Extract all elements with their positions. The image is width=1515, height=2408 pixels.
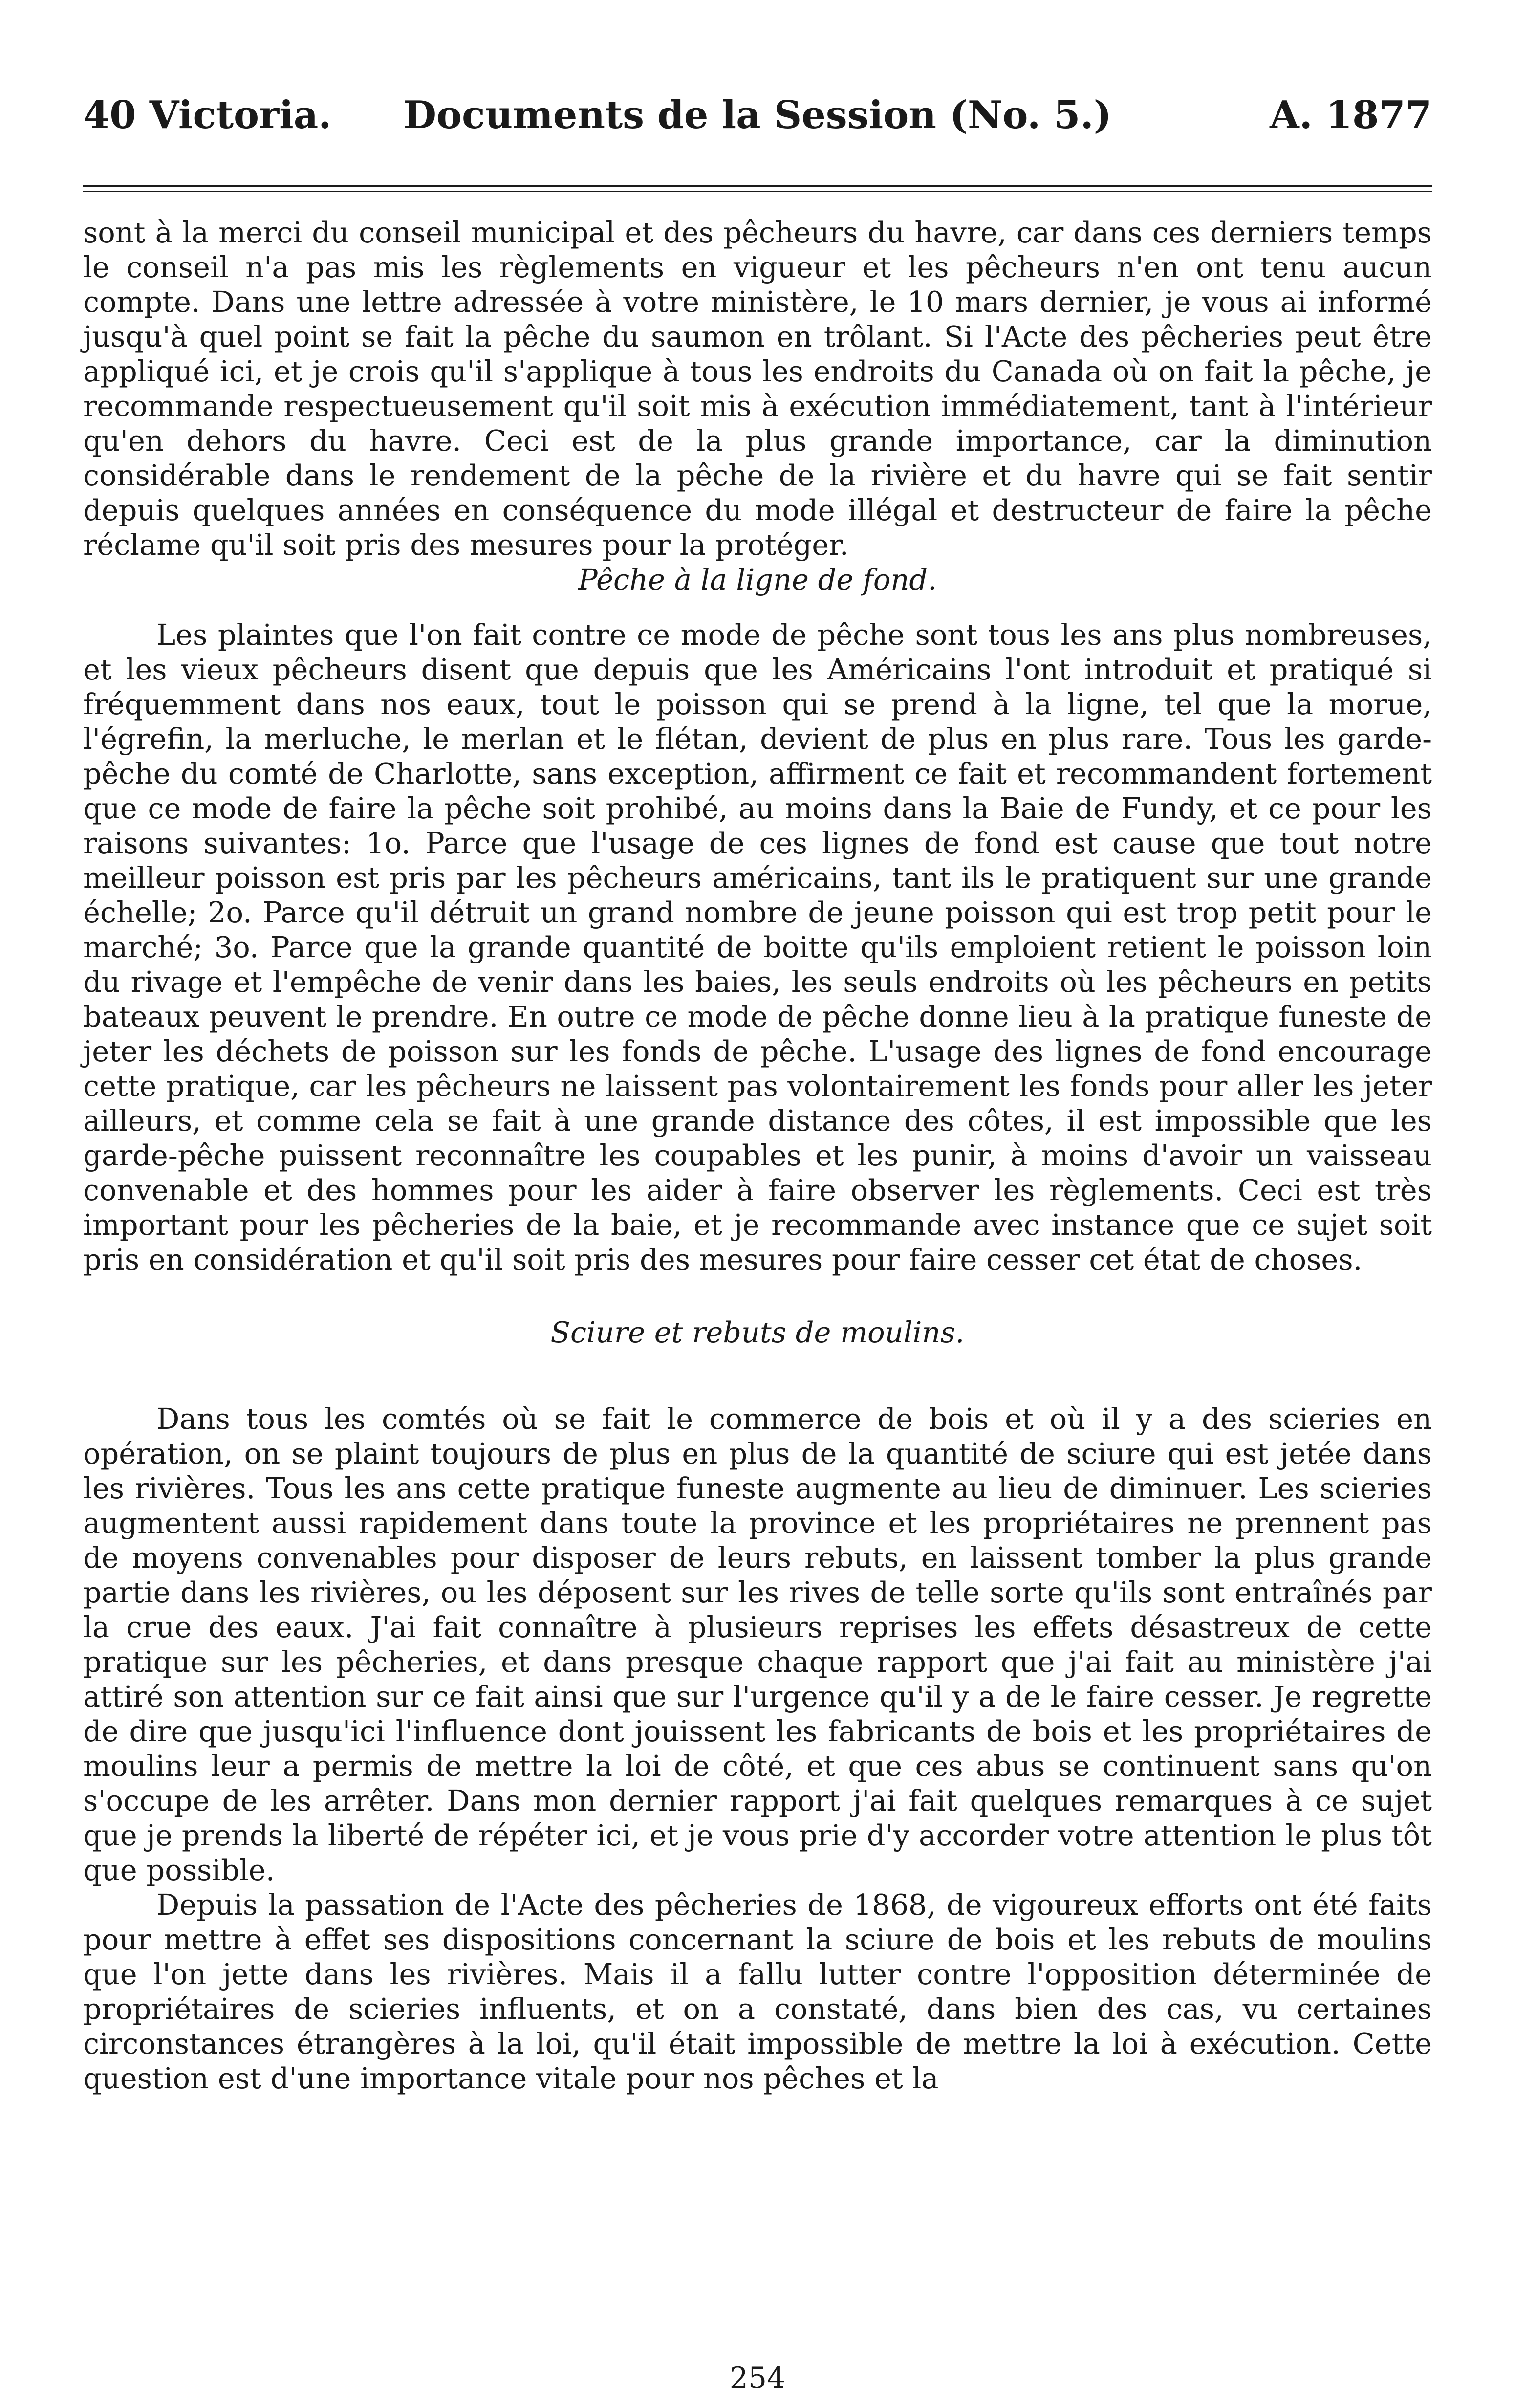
section-title-sciure-rebuts: Sciure et rebuts de moulins. — [550, 1315, 965, 1349]
page-number: 254 — [729, 2361, 786, 2395]
header-volume: 40 Victoria. — [83, 93, 332, 137]
header-rule-top — [83, 185, 1432, 187]
header-rule-bottom — [83, 191, 1432, 192]
header-year: A. 1877 — [1270, 93, 1432, 137]
header-title: Documents de la Session (No. 5.) — [403, 93, 1112, 137]
paragraph-2: Les plaintes que l'on fait contre ce mode de pêche sont tous les ans plus nombreuses, et les vieux pêcheurs disent que depuis que les Américains l'ont introduit et pratiqué si fréquemment dans nos eaux, tout le poisson qui se prend à la ligne, tel que la morue, l'égrefin, la merluche, le merlan et le flétan, devient de plus en plus rare. Tous les garde-pêche du comté de Charlotte, sans exception, affirment ce fait et recommandent fortement que ce mode de faire la pêche soit prohibé, au moins dans la Baie de Fundy, et ce pour les raisons suivantes: 1o. Parce que l'usage de ces lignes de fond est cause que tout notre meilleur poisson est pris par les pêcheurs américains, tant ils le pratiquent sur une grande échelle; 2o. Parce qu'il détruit un grand nombre de jeune poisson qui est trop petit pour le marché; 3o. Parce que la grande quantité de boitte qu'ils emploient retient le poisson loin du rivage et l'empêche de venir dans les baies, les seuls endroits où les pêcheurs en petits bateaux peuvent le prendre. En outre ce mode de pêche donne lieu à la pratique funeste de jeter les déchets de poisson sur les fonds de pêche. L'usage des lignes de fond encourage cette pratique, car les pêcheurs ne laissent pas volontairement les fonds pour aller les jeter ailleurs, et comme cela se fait à une grande distance des côtes, il est impossible que les garde-pêche puissent reconnaître les coupables et les punir, à moins d'avoir un vaisseau convenable et des hommes pour les aider à faire observer les règlements. Ceci est très important pour les pêcheries de la baie, et je recommande avec instance que ce sujet soit pris en considération et qu'il soit pris des mesures pour faire cesser cet état de choses. — [83, 618, 1432, 1276]
section-title-peche-ligne-de-fond: Pêche à la ligne de fond. — [578, 563, 937, 596]
paragraph-1: sont à la merci du conseil municipal et des pêcheurs du havre, car dans ces derniers temps le conseil n'a pas mis les règlements en vigueur et les pêcheurs n'en ont tenu aucun compte. Dans une lettre adressée à votre ministère, le 10 mars dernier, je vous ai informé jusqu'à quel point se fait la pêche du saumon en trôlant. Si l'Acte des pêcheries peut être appliqué ici, et je crois qu'il s'applique à tous les endroits du Canada où on fait la pêche, je recommande respectueusement qu'il soit mis à exécution immédiatement, tant à l'intérieur qu'en dehors du havre. Ceci est de la plus grande importance, car la diminution considérable dans le rendement de la pêche de la rivière et du havre qui se fait sentir depuis quelques années en conséquence du mode illégal et destructeur de faire la pêche réclame qu'il soit pris des mesures pour la protéger. — [83, 216, 1432, 562]
paragraph-3: Dans tous les comtés où se fait le commerce de bois et où il y a des scieries en opération, on se plaint toujours de plus en plus de la quantité de sciure qui est jetée dans les rivières. Tous les ans cette pratique funeste augmente au lieu de diminuer. Les scieries augmentent aussi rapidement dans toute la province et les propriétaires ne prennent pas de moyens convenables pour disposer de leurs rebuts, en laissent tomber la plus grande partie dans les rivières, ou les déposent sur les rives de telle sorte qu'ils sont entraînés par la crue des eaux. J'ai fait connaître à plusieurs reprises les effets désastreux de cette pratique sur les pêcheries, et dans presque chaque rapport que j'ai fait au ministère j'ai attiré son attention sur ce fait ainsi que sur l'urgence qu'il y a de le faire cesser. Je regrette de dire que jusqu'ici l'influence dont jouissent les fabricants de bois et les propriétaires de moulins leur a permis de mettre la loi de côté, et que ces abus se continuent sans qu'on s'occupe de les arrêter. Dans mon dernier rapport j'ai fait quelques remarques à ce sujet que je prends la liberté de répéter ici, et je vous prie d'y accorder votre attention le plus tôt que possible. — [83, 1402, 1432, 1887]
body-text — [83, 215, 1432, 2096]
paragraph-4: Depuis la passation de l'Acte des pêcheries de 1868, de vigoureux efforts ont été faits pour mettre à effet ses dispositions concernant la sciure de bois et les rebuts de moulins que l'on jette dans les rivières. Mais il a fallu lutter contre l'opposition déterminée de propriétaires de scieries influents, et on a constaté, dans bien des cas, vu certaines circonstances étrangères à la loi, qu'il était impossible de mettre la loi à exécution. Cette question est d'une importance vitale pour nos pêches et la — [83, 1888, 1432, 2095]
running-header — [83, 93, 1432, 152]
